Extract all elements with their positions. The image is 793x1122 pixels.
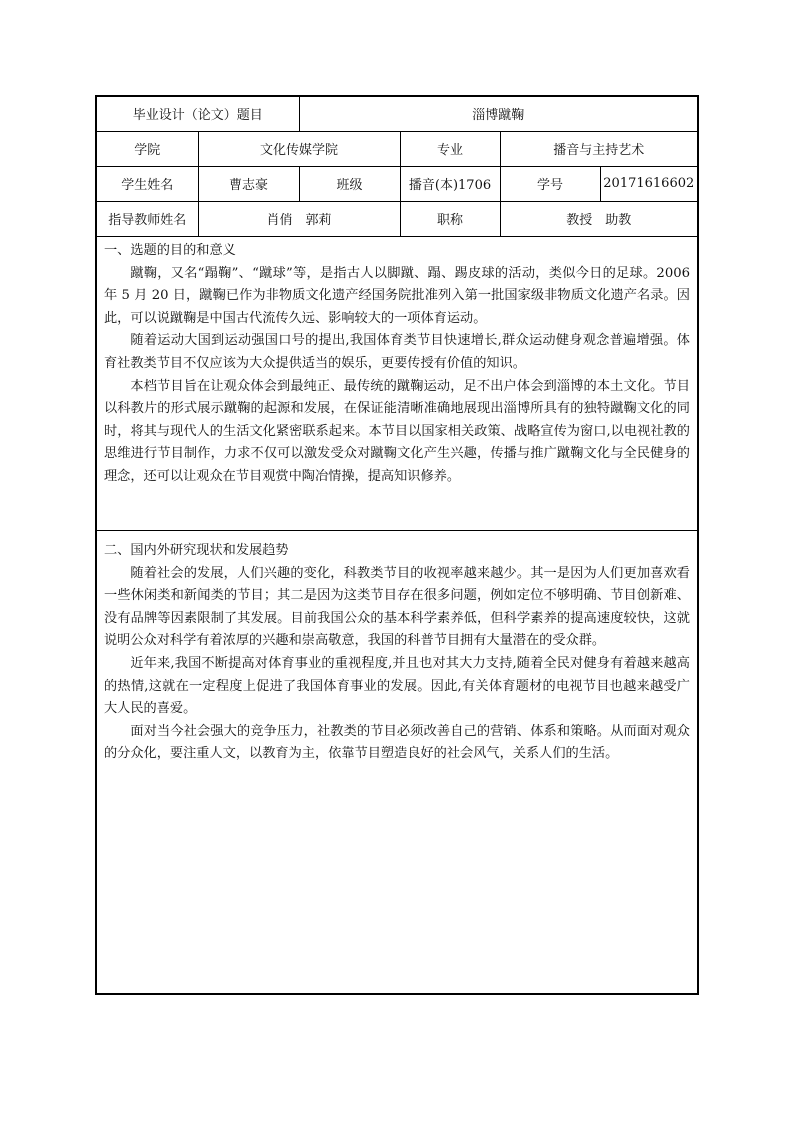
purpose-section: [97, 238, 697, 531]
id-label: 学号: [500, 166, 600, 201]
student-value: 曹志豪: [198, 166, 299, 201]
major-value: 播音与主持艺术: [500, 131, 697, 166]
paragraph: 随着运动大国到运动强国口号的提出,我国体育类节目快速增长,群众运动健身观念普遍增强。体育社教类节目不仅应该为大众提供适当的娱乐，更要传授有价值的知识。: [104, 333, 690, 371]
paragraph: 近年来,我国不断提高对体育事业的重视程度,并且也对其大力支持,随着全民对健身有着越来越高的热情,这就在一定程度上促进了我国体育事业的发展。因此,有关体育题材的电视节目也越来越受广大人民的喜爱。: [104, 655, 690, 717]
paragraph: 本档节目旨在让观众体会到最纯正、最传统的蹴鞠运动，足不出户体会到淄博的本土文化。节目以科教片的形式展示蹴鞠的起源和发展，在保证能清晰准确地展现出淄博所具有的独特蹴鞠文化的同时，将其与现代人的生活文化紧密联系起来。本节目以国家相关政策、战略宣传为窗口,以电视社教的思维进行节目制作，力求不仅可以激发受众对蹴鞠文化产生兴趣，传播与推广蹴鞠文化与全民健身的理念，还可以让观众在节目观赏中陶冶情操，提高知识修养。: [104, 378, 690, 484]
rank-label: 职称: [400, 201, 500, 236]
advisor-value: 肖俏 郭莉: [198, 201, 400, 236]
college-row: [97, 131, 697, 166]
college-value: 文化传媒学院: [198, 131, 400, 166]
title-row: [97, 97, 697, 131]
title-value: 淄博蹴鞠: [299, 97, 697, 131]
section-heading: 二、国内外研究现状和发展趋势: [104, 543, 289, 558]
student-label: 学生姓名: [97, 166, 198, 201]
class-label: 班级: [299, 166, 400, 201]
class-value: 播音(本)1706: [400, 166, 500, 201]
id-value: 20171616602: [600, 166, 697, 201]
header-table: [97, 97, 697, 237]
rank-value: 教授 助教: [500, 201, 697, 236]
section-heading: 一、选题的目的和意义: [104, 243, 236, 258]
student-row: [97, 166, 697, 201]
paragraph: 面对当今社会强大的竞争压力，社教类的节目必须改善自己的营销、体系和策略。从而面对观众的分众化，要注重人文，以教育为主，依靠节目塑造良好的社会风气，关系人们的生活。: [104, 723, 690, 762]
advisor-label: 指导教师姓名: [97, 201, 198, 236]
title-label: 毕业设计（论文）题目: [97, 97, 299, 131]
paragraph: 随着社会的发展，人们兴趣的变化，科教类节目的收视率越来越少。其一是因为人们更加喜欢看一些休闲类和新闻类的节目；其二是因为这类节目存在很多问题，例如定位不够明确、节目创新难、没有品牌等因素限制了其发展。目前我国公众的基本科学素养低，但科学素养的提高速度较快，这就说明公众对科学有着浓厚的兴趣和崇高敬意，我国的科普节目拥有大量潜在的受众群。: [104, 565, 690, 649]
advisor-row: [97, 201, 697, 236]
college-label: 学院: [97, 131, 198, 166]
major-label: 专业: [400, 131, 500, 166]
paragraph: 蹴鞠，又名“蹋鞠”、“蹴球”等，是指古人以脚蹴、蹋、踢皮球的活动，类似今日的足球。2006年 5 月 20 日，蹴鞠已作为非物质文化遗产经国务院批准列入第一批国家级非物质文化遗产名录。因此，可以说蹴鞠是中国古代流传久远、影响较大的一项体育运动。: [104, 265, 690, 326]
thesis-form: [95, 95, 699, 995]
research-status-section: [97, 540, 697, 766]
